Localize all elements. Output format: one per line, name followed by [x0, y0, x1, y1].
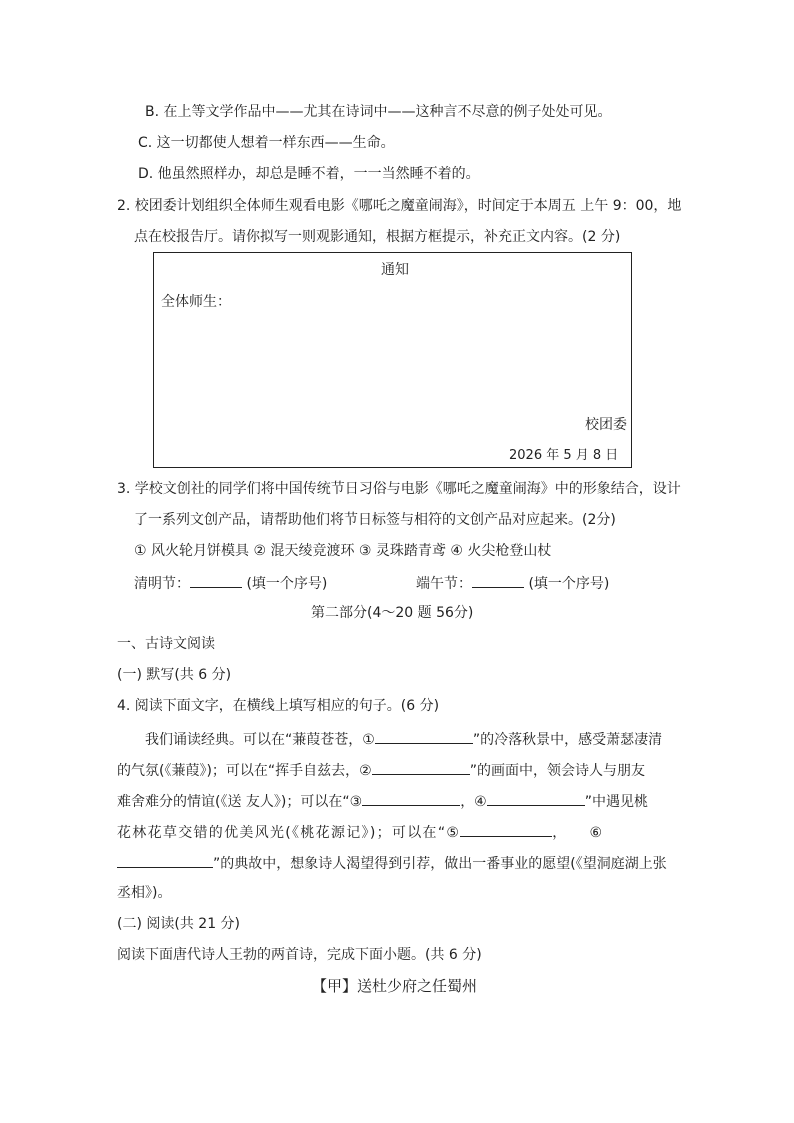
q4-line2-text-a: 的气氛(《蒹葭》)；可以在“挥手自兹去，② [117, 763, 372, 779]
q4-line4-text-c: ⑥ [589, 825, 604, 841]
duanwu-hint: (填一个序号) [528, 576, 610, 592]
q4-line1-text-a: 我们诵读经典。可以在“蒹葭苍苍，① [145, 732, 375, 748]
part-2-heading: 第二部分(4～20 题 56分) [311, 605, 474, 621]
duanwu-blank[interactable] [472, 573, 524, 588]
question-4-title: 4. 阅读下面文字，在横线上填写相应的句子。(6 分) [117, 698, 440, 714]
question-3-choices: ① 风火轮月饼模具 ② 混天绫竞渡环 ③ 灵珠踏青鸢 ④ 火尖枪登山杖 [134, 543, 552, 559]
notice-signer: 校团委 [585, 417, 627, 433]
q4-line2 [117, 760, 645, 780]
blank-6[interactable] [117, 853, 213, 868]
duanwu-label: 端午节： [416, 576, 472, 592]
blank-1[interactable] [375, 729, 473, 744]
blank-3[interactable] [362, 791, 460, 806]
notice-title: 通知 [381, 262, 409, 278]
notice-salutation: 全体师生： [161, 294, 231, 310]
blank-4[interactable] [487, 791, 585, 806]
qingming-row [134, 573, 327, 593]
option-c: C. 这一切都使人想着一样东西——生命。 [138, 135, 395, 151]
qingming-label: 清明节： [134, 576, 190, 592]
option-b: B. 在上等文学作品中——尤其在诗词中——这种言不尽意的例子处处可见。 [145, 104, 612, 120]
section-1-heading: 一、古诗文阅读 [117, 636, 215, 652]
q4-line1 [145, 729, 662, 749]
q4-line4 [117, 822, 603, 842]
q4-line4-text-b: ， [552, 825, 568, 841]
blank-5[interactable] [460, 822, 552, 837]
q4-line3 [117, 791, 648, 811]
subsection-2-heading: (二) 阅读(共 21 分) [117, 916, 241, 932]
blank-2[interactable] [372, 760, 470, 775]
q4-line6: 丞相》)。 [117, 885, 172, 901]
q4-line2-text-b: ”的画面中，领会诗人与朋友 [469, 763, 645, 779]
q4-line3-text-c: ”中遇见桃 [584, 794, 649, 810]
option-d: D. 他虽然照样办，却总是睡不着，一一当然睡不着的。 [138, 166, 480, 182]
reading-intro: 阅读下面唐代诗人王勃的两首诗，完成下面小题。(共 6 分) [117, 947, 482, 963]
q4-line5-text: ”的典故中，想象诗人渴望得到引荐，做出一番事业的愿望(《望洞庭湖上张 [213, 856, 667, 872]
subsection-1-heading: (一) 默写(共 6 分) [117, 667, 232, 683]
duanwu-row [416, 573, 609, 593]
qingming-blank[interactable] [190, 573, 242, 588]
notice-box [153, 252, 632, 468]
q4-line4-text-a: 花林花草交错的优美风光(《桃花源记》)；可以在“⑤ [117, 825, 461, 841]
q4-line1-text-b: ”的冷落秋景中，感受萧瑟凄清 [472, 732, 663, 748]
qingming-hint: (填一个序号) [246, 576, 328, 592]
notice-date: 2026 年 5 月 8 日 [509, 448, 619, 463]
q4-line3-text-a: 难舍难分的情谊(《送 友人》)；可以在“③ [117, 794, 363, 810]
question-2-line1: 2. 校团委计划组织全体师生观看电影《哪吒之魔童闹海》，时间定于本周五 上午 9：00，地 [117, 198, 682, 214]
poem-title: 【甲】送杜少府之任蜀州 [312, 977, 478, 995]
question-3-line1: 3. 学校文创社的同学们将中国传统节日习俗与电影《哪吒之魔童闹海》中的形象结合，设计 [117, 481, 681, 497]
q4-line3-text-b: ，④ [460, 794, 487, 810]
q4-line5 [117, 853, 667, 873]
question-2-line2: 点在校报告厅。请你拟写一则观影通知，根据方框提示，补充正文内容。(2 分) [134, 229, 621, 245]
question-3-line2: 了一系列文创产品，请帮助他们将节日标签与相符的文创产品对应起来。(2分) [134, 512, 616, 528]
